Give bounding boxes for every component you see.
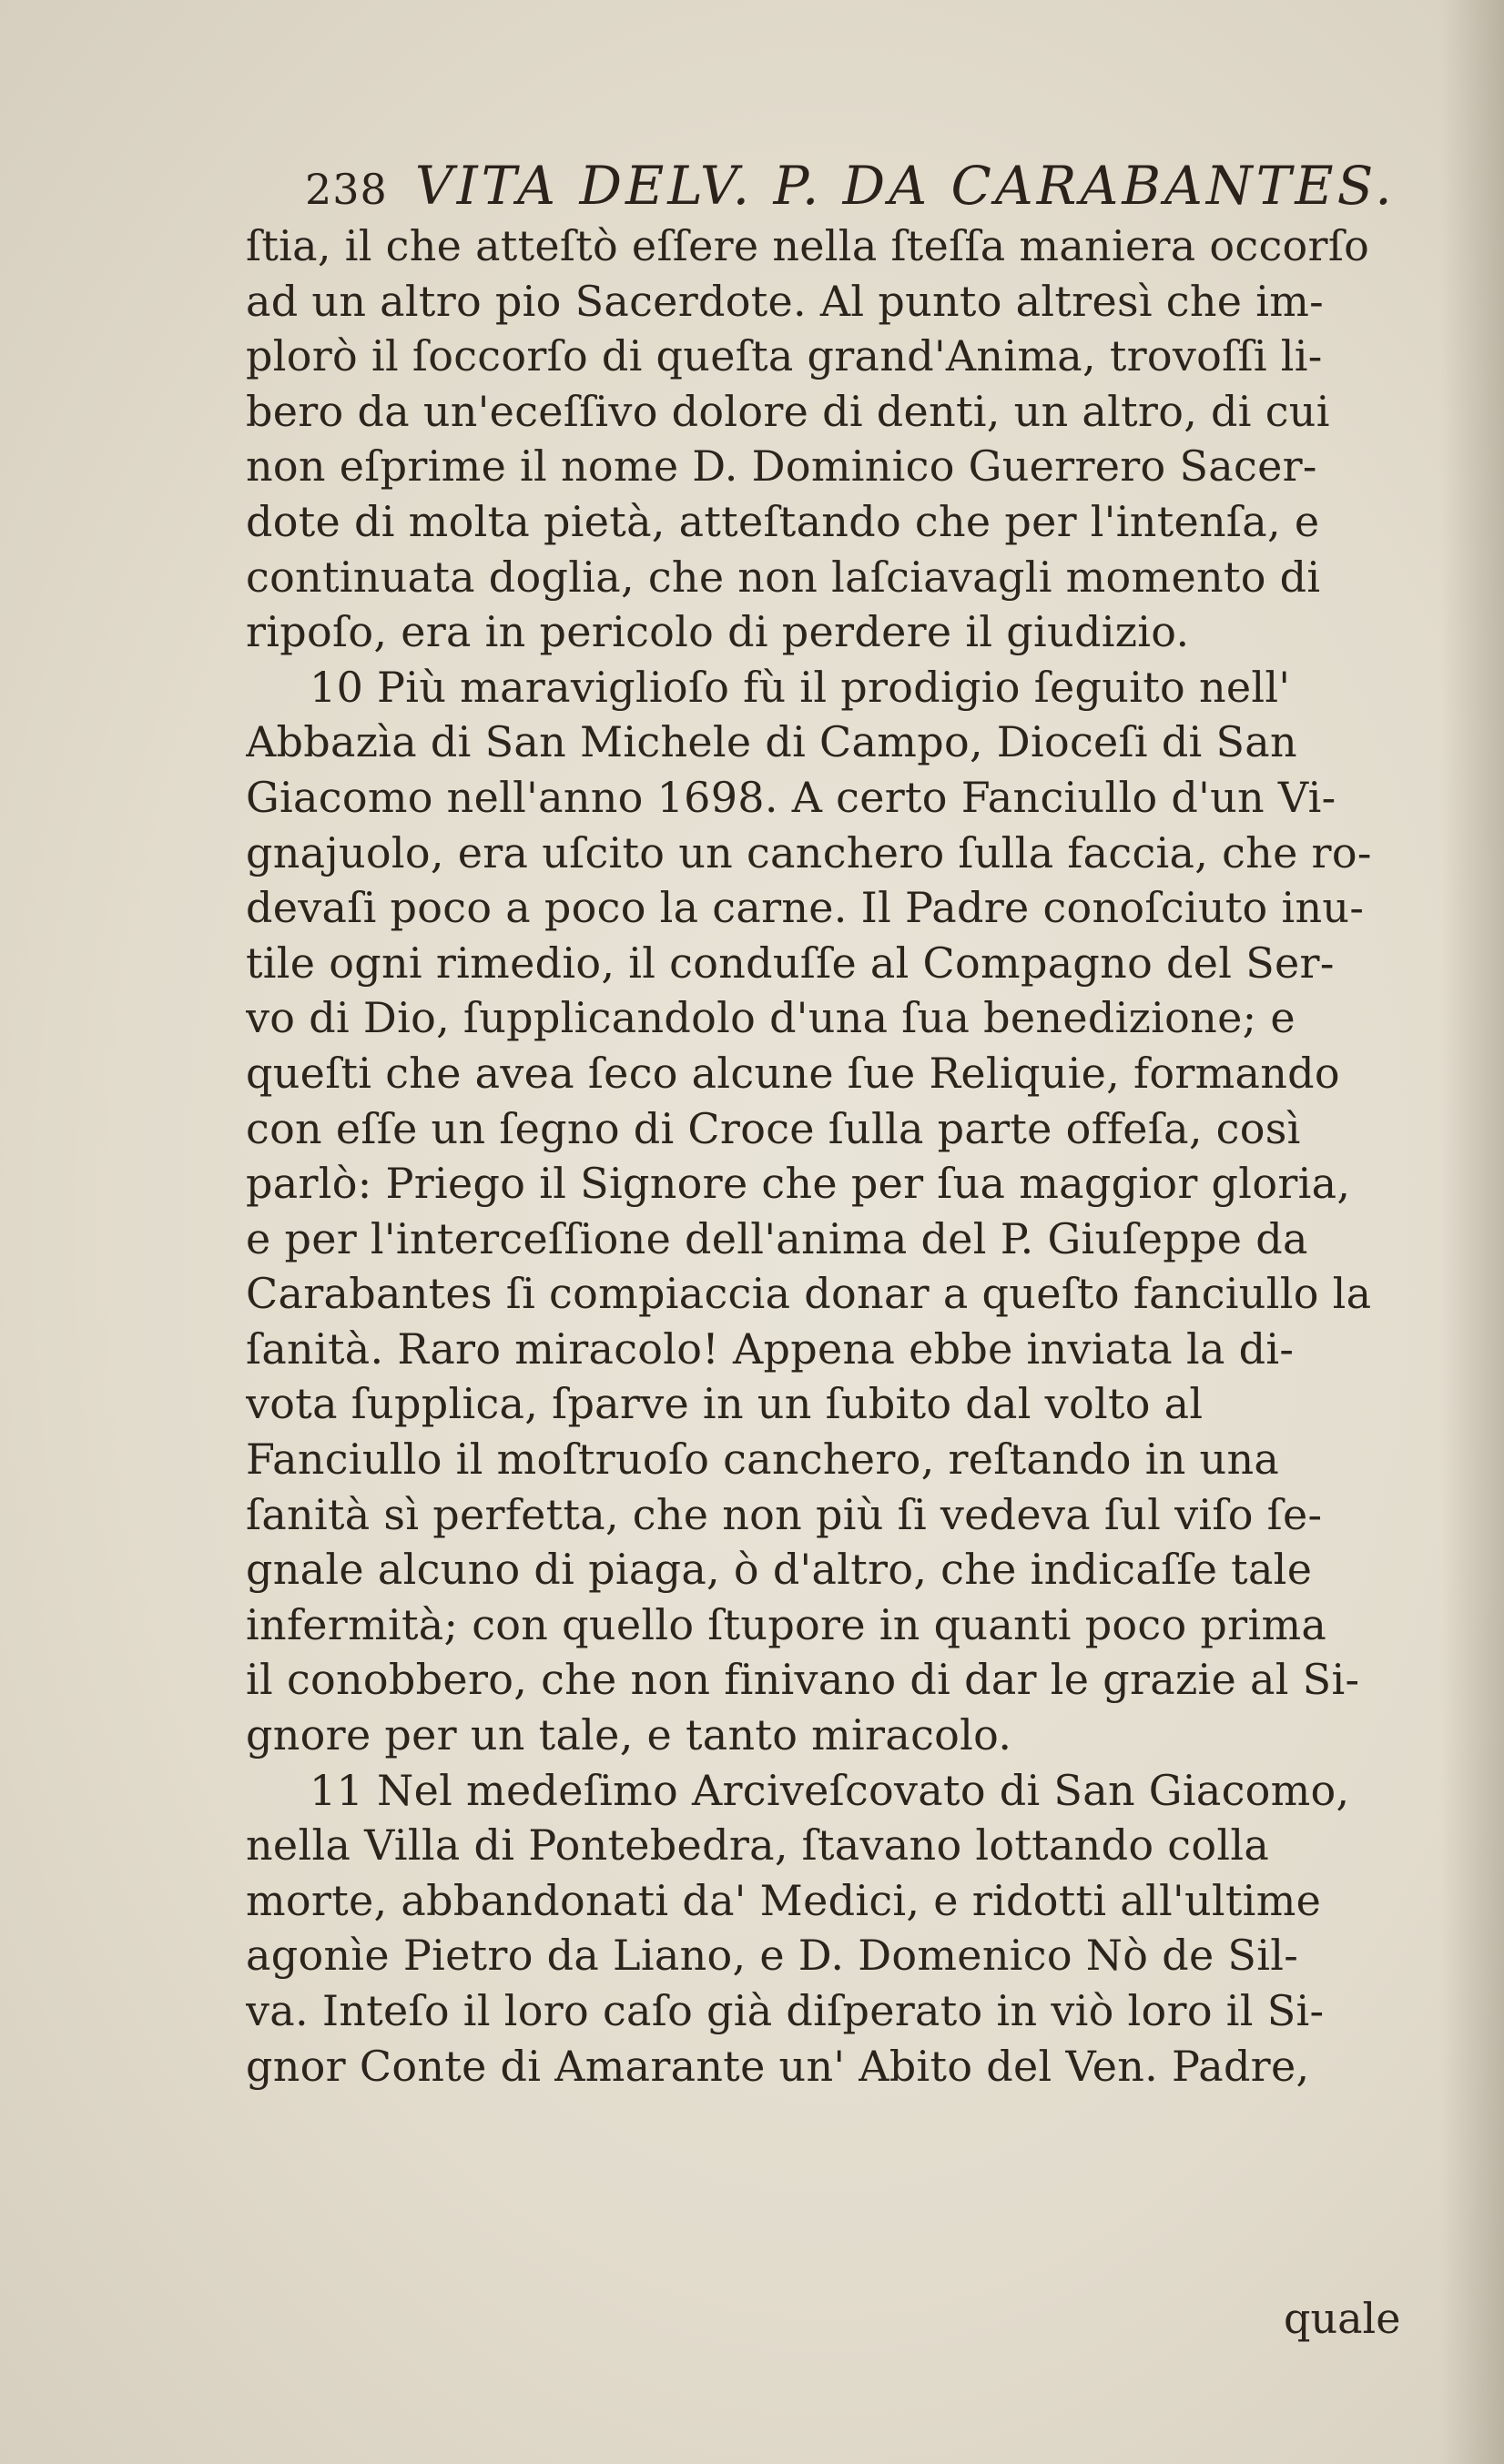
text-line: continuata doglia, che non laſciavagli momento di bbox=[246, 552, 1321, 602]
body-text bbox=[246, 218, 1498, 2094]
text-line: vota ſupplica, ſparve in un ſubito dal volto al bbox=[246, 1379, 1204, 1429]
text-line: parlò: Priego il Signore che per ſua maggior gloria, bbox=[246, 1159, 1351, 1209]
text-line: ſanità. Raro miracolo! Appena ebbe inviata la di- bbox=[246, 1323, 1295, 1374]
text-line: non eſprime il nome D. Dominico Guerrero Sacer- bbox=[246, 441, 1317, 492]
text-line: tile ogni rimedio, il conduſſe al Compagno del Ser- bbox=[246, 938, 1335, 988]
text-line: gnale alcuno di piaga, ò d'altro, che indicaſſe tale bbox=[246, 1545, 1313, 1595]
text-line: agonìe Pietro da Liano, e D. Domenico Nò de Sil- bbox=[246, 1931, 1299, 1981]
text-line: e per l'interceſſione dell'anima del P. Giuſeppe da bbox=[246, 1213, 1308, 1263]
text-line: queſti che avea ſeco alcune ſue Reliquie, formando bbox=[246, 1048, 1340, 1098]
running-title: VITA DELV. P. DA CARABANTES. bbox=[414, 155, 1396, 217]
text-line: gnore per un tale, e tanto miracolo. bbox=[246, 1710, 1012, 1760]
text-line: ad un altro pio Sacerdote. Al punto altresì che im- bbox=[246, 276, 1325, 326]
paragraph-start-line: 11 Nel medeſimo Arciveſcovato di San Giacomo, bbox=[310, 1765, 1350, 1815]
text-line: infermità; con quello ſtupore in quanti poco prima bbox=[246, 1599, 1327, 1649]
page-header bbox=[305, 155, 1498, 218]
text-line: devaſi poco a poco la carne. Il Padre conoſciuto inu- bbox=[246, 883, 1365, 933]
text-line: gnajuolo, era uſcito un canchero ſulla faccia, che ro- bbox=[246, 827, 1372, 877]
text-line: il conobbero, che non finivano di dar le grazie al Si- bbox=[246, 1655, 1360, 1705]
text-line: ripoſo, era in pericolo di perdere il giudizio. bbox=[246, 607, 1190, 657]
catchword: quale bbox=[1284, 2294, 1401, 2343]
text-line: bero da un'eceſſivo dolore di denti, un altro, di cui bbox=[246, 386, 1330, 436]
text-line: va. Inteſo il loro caſo già diſperato in viò loro il Si- bbox=[246, 1986, 1325, 2035]
page-number: 238 bbox=[305, 165, 388, 214]
text-line: Abbazìa di San Michele di Campo, Dioceſi di San bbox=[246, 717, 1297, 767]
text-line: gnor Conte di Amarante un' Abito del Ven. Padre, bbox=[246, 2041, 1310, 2091]
text-line: morte, abbandonati da' Medici, e ridotti all'ultime bbox=[246, 1875, 1322, 1925]
text-line: Carabantes ſi compiaccia donar a queſto fanciullo la bbox=[246, 1269, 1372, 1319]
text-line: Giacomo nell'anno 1698. A certo Fanciullo d'un Vi- bbox=[246, 772, 1336, 822]
text-line: con eſſe un ſegno di Croce ſulla parte offeſa, così bbox=[246, 1103, 1301, 1153]
text-line: ſtia, il che atteſtò eſſere nella ſteſſa maniera occorſo bbox=[246, 221, 1370, 270]
text-line: vo di Dio, ſupplicandolo d'una ſua benedizione; e bbox=[246, 993, 1296, 1043]
text-line: dote di molta pietà, atteſtando che per l'intenſa, e bbox=[246, 496, 1320, 546]
text-line: nella Villa di Pontebedra, ſtavano lottando colla bbox=[246, 1820, 1270, 1871]
text-line: plorò il ſoccorſo di queſta grand'Anima, trovoſſi li- bbox=[246, 331, 1323, 381]
text-line: Fanciullo il moſtruoſo canchero, reſtando in una bbox=[246, 1435, 1280, 1485]
paragraph-start-line: 10 Più maraviglioſo fù il prodigio ſeguito nell' bbox=[310, 662, 1291, 712]
text-line: ſanità sì perfetta, che non più ſi vedeva ſul viſo ſe- bbox=[246, 1489, 1323, 1539]
